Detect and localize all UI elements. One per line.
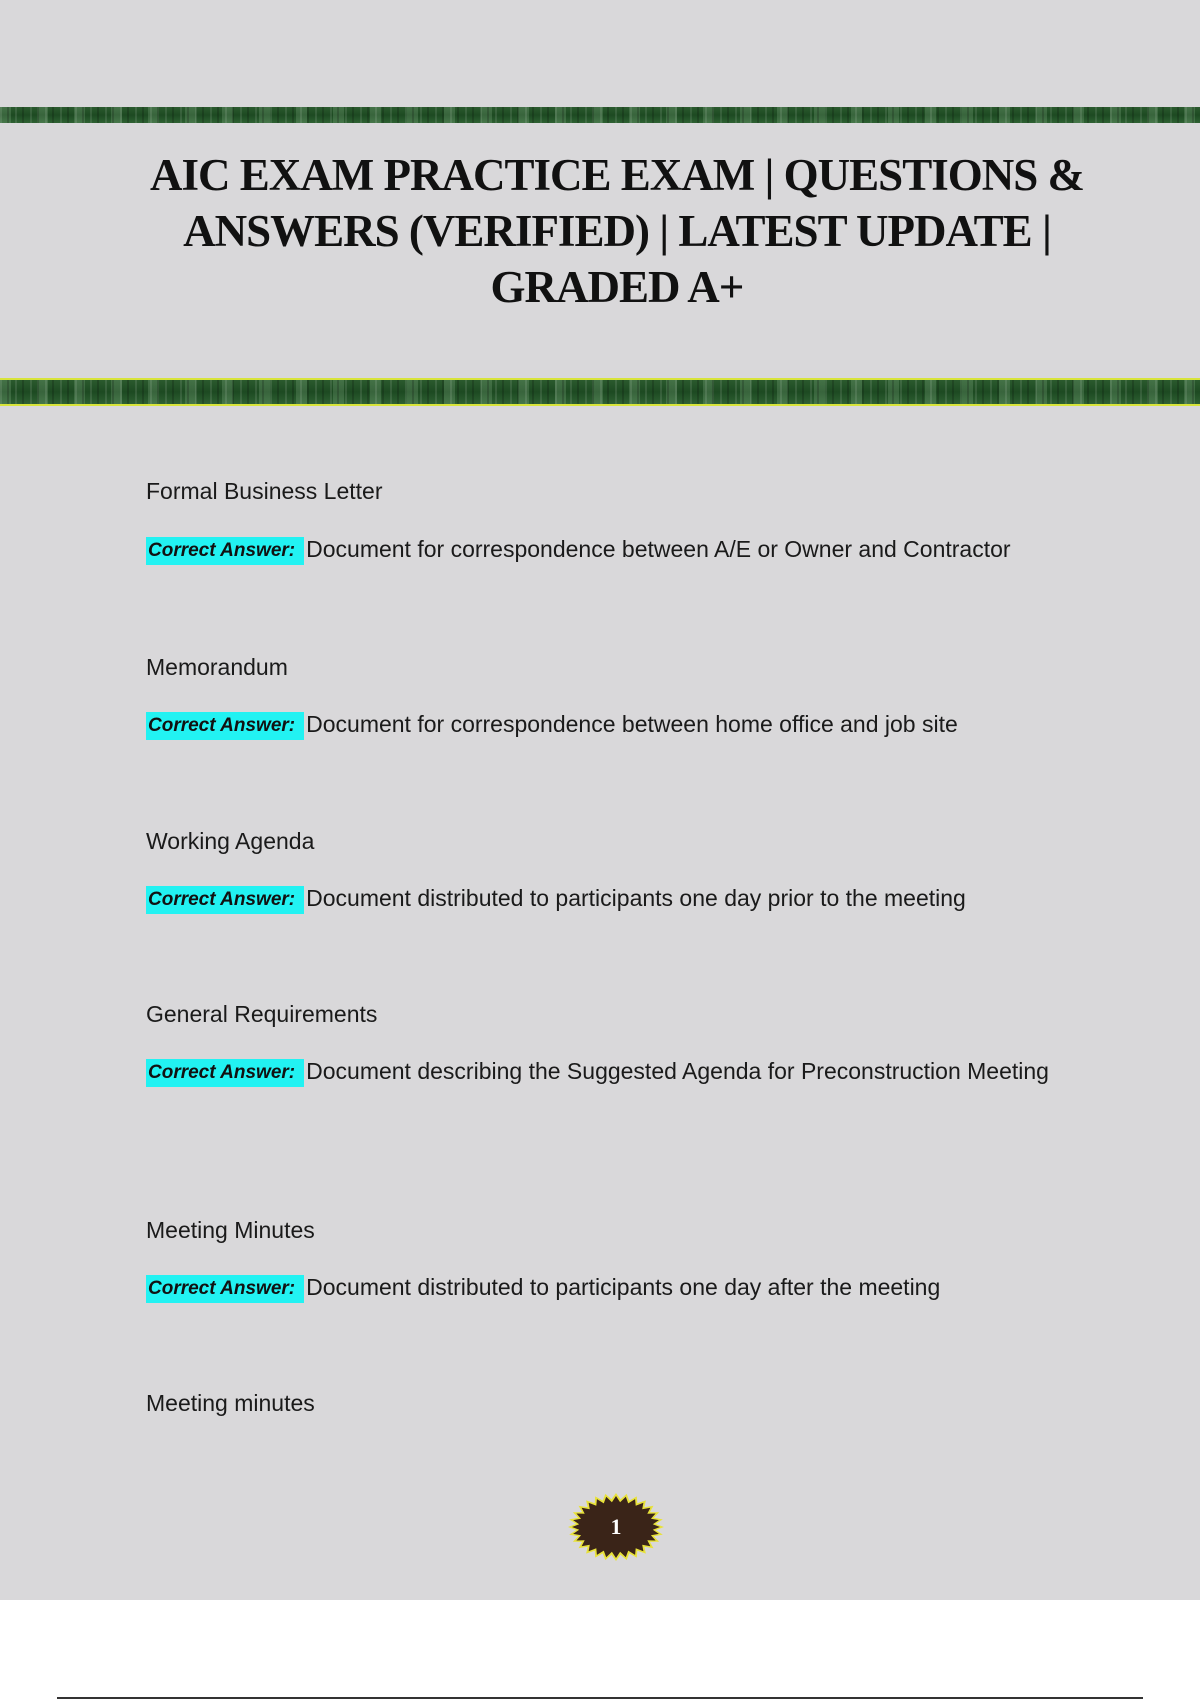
question-text: Meeting minutes [146,1390,315,1416]
page-number: 1 [610,1514,622,1539]
header-top-band [0,107,1200,123]
question-text: Formal Business Letter [146,478,383,504]
header-bottom-band [0,380,1200,404]
answer-text: Document for correspondence between home office and job site [306,711,958,737]
answer-text: Document describing the Suggested Agenda for Preconstruction Meeting [306,1058,1049,1084]
document-title: AIC EXAM PRACTICE EXAM | QUESTIONS & ANSWERS (VERIFIED) | LATEST UPDATE | GRADED A+ [150,150,1084,312]
question-text: Working Agenda [146,828,315,854]
footer-rule [57,1697,1143,1699]
answer-text: Document for correspondence between A/E or Owner and Contractor [306,536,1011,562]
answer-block [146,1050,1086,1092]
page-number-badge [567,1492,665,1562]
answer-text: Document distributed to participants one day prior to the meeting [306,885,966,911]
answer-block [146,528,1086,570]
question-text: Meeting Minutes [146,1217,315,1243]
question-text: General Requirements [146,1001,378,1027]
answer-block [146,1266,1086,1308]
answer-text: Document distributed to participants one day after the meeting [306,1274,941,1300]
correct-answer-label: Correct Answer: [146,886,304,914]
answer-block [146,877,1086,919]
answer-block [146,703,1086,745]
question-text: Memorandum [146,654,288,680]
correct-answer-label: Correct Answer: [146,1275,304,1303]
correct-answer-label: Correct Answer: [146,1059,304,1087]
correct-answer-label: Correct Answer: [146,712,304,740]
correct-answer-label: Correct Answer: [146,537,304,565]
